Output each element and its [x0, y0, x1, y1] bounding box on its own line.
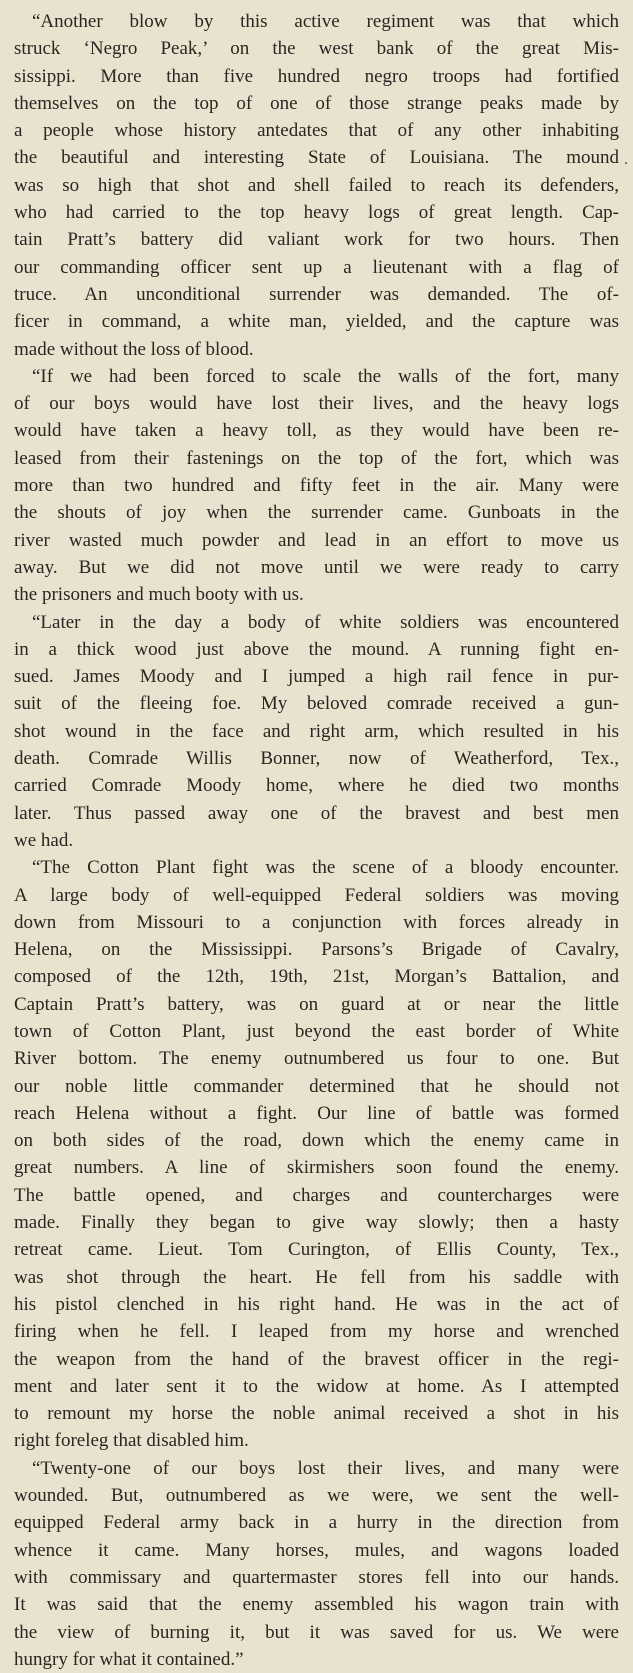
paragraph-first-line: “Later in the day a body of white soldiers was encountered	[32, 611, 619, 633]
text-line: carried Comrade Moody home, where he died two months	[14, 775, 619, 797]
text-line: of our boys would have lost their lives, and the heavy logs	[14, 393, 619, 415]
text-line: great numbers. A line of skirmishers soon found the enemy.	[14, 1157, 619, 1179]
text-line: the beautiful and interesting State of Louisiana. The mound	[14, 147, 619, 169]
text-line: equipped Federal army back in a hurry in the direction from	[14, 1512, 619, 1534]
text-line: down from Missouri to a conjunction with forces already in	[14, 911, 619, 933]
text-line: Helena, on the Mississippi. Parsons’s Brigade of Cavalry,	[14, 939, 619, 961]
text-line: would have taken a heavy toll, as they would have been re-	[14, 420, 619, 442]
text-line: struck ‘Negro Peak,’ on the west bank of the great Mis-	[14, 38, 619, 60]
text-line: river wasted much powder and lead in an effort to move us	[14, 529, 619, 551]
text-line: we had.	[14, 829, 74, 851]
text-line: right foreleg that disabled him.	[14, 1430, 249, 1452]
print-speck	[625, 162, 627, 164]
text-line: Captain Pratt’s battery, was on guard at or near the little	[14, 993, 619, 1015]
text-line: made without the loss of blood.	[14, 338, 254, 360]
text-line: hungry for what it contained.”	[14, 1648, 244, 1670]
text-line: ficer in command, a white man, yielded, and the capture was	[14, 311, 619, 333]
text-line: a people whose history antedates that of any other inhabiting	[14, 120, 619, 142]
text-line: sued. James Moody and I jumped a high rail fence in pur-	[14, 666, 619, 688]
text-line: was so high that shot and shell failed to reach its defenders,	[14, 174, 619, 196]
text-line: It was said that the enemy assembled his wagon train with	[14, 1594, 619, 1616]
text-line: our commanding officer sent up a lieutenant with a flag of	[14, 256, 619, 278]
text-line: sissippi. More than five hundred negro troops had fortified	[14, 65, 619, 87]
text-line: the shouts of joy when the surrender came. Gunboats in the	[14, 502, 619, 524]
text-line: retreat came. Lieut. Tom Curington, of Ellis County, Tex.,	[14, 1239, 619, 1261]
text-line: with commissary and quartermaster stores fell into our hands.	[14, 1566, 619, 1588]
text-line: who had carried to the top heavy logs of great length. Cap-	[14, 202, 619, 224]
text-line: death. Comrade Willis Bonner, now of Weatherford, Tex.,	[14, 748, 619, 770]
text-line: away. But we did not move until we were ready to carry	[14, 556, 619, 578]
text-line: whence it came. Many horses, mules, and wagons loaded	[14, 1539, 619, 1561]
text-line: themselves on the top of one of those strange peaks made by	[14, 92, 619, 114]
text-line: his pistol clenched in his right hand. He was in the act of	[14, 1293, 619, 1315]
text-line: was shot through the heart. He fell from his saddle with	[14, 1266, 619, 1288]
paragraph-first-line: “If we had been forced to scale the walls of the fort, many	[32, 365, 619, 387]
text-line: A large body of well-equipped Federal soldiers was moving	[14, 884, 619, 906]
text-line: to remount my horse the noble animal received a shot in his	[14, 1403, 619, 1425]
text-line: town of Cotton Plant, just beyond the east border of White	[14, 1020, 619, 1042]
text-line: The battle opened, and charges and countercharges were	[14, 1184, 619, 1206]
text-line: suit of the fleeing foe. My beloved comrade received a gun-	[14, 693, 619, 715]
text-line: in a thick wood just above the mound. A running fight en-	[14, 638, 619, 660]
text-line: the weapon from the hand of the bravest officer in the regi-	[14, 1348, 619, 1370]
paragraph-first-line: “The Cotton Plant fight was the scene of a bloody encounter.	[32, 857, 619, 879]
text-line: reach Helena without a fight. Our line of battle was formed	[14, 1102, 619, 1124]
text-line: the view of burning it, but it was saved for us. We were	[14, 1621, 619, 1643]
text-line: firing when he fell. I leaped from my horse and wrenched	[14, 1321, 619, 1343]
text-line: more than two hundred and fifty feet in the air. Many were	[14, 475, 619, 497]
text-line: truce. An unconditional surrender was demanded. The of-	[14, 283, 619, 305]
text-line: ment and later sent it to the widow at home. As I attempted	[14, 1375, 619, 1397]
text-line: tain Pratt’s battery did valiant work for two hours. Then	[14, 229, 619, 251]
text-line: our noble little commander determined that he should not	[14, 1075, 619, 1097]
text-line: leased from their fastenings on the top of the fort, which was	[14, 447, 619, 469]
text-line: later. Thus passed away one of the bravest and best men	[14, 802, 619, 824]
text-line: made. Finally they began to give way slowly; then a hasty	[14, 1212, 619, 1234]
text-line: wounded. But, outnumbered as we were, we sent the well-	[14, 1485, 619, 1507]
text-line: River bottom. The enemy outnumbered us four to one. But	[14, 1048, 619, 1070]
text-line: on both sides of the road, down which the enemy came in	[14, 1130, 619, 1152]
article-body	[0, 8, 633, 1673]
text-line: the prisoners and much booty with us.	[14, 584, 304, 606]
text-line: shot wound in the face and right arm, which resulted in his	[14, 720, 619, 742]
paragraph-first-line: “Twenty-one of our boys lost their lives, and many were	[32, 1457, 619, 1479]
paragraph-first-line: “Another blow by this active regiment was that which	[32, 11, 619, 32]
text-line: composed of the 12th, 19th, 21st, Morgan’s Battalion, and	[14, 966, 619, 988]
